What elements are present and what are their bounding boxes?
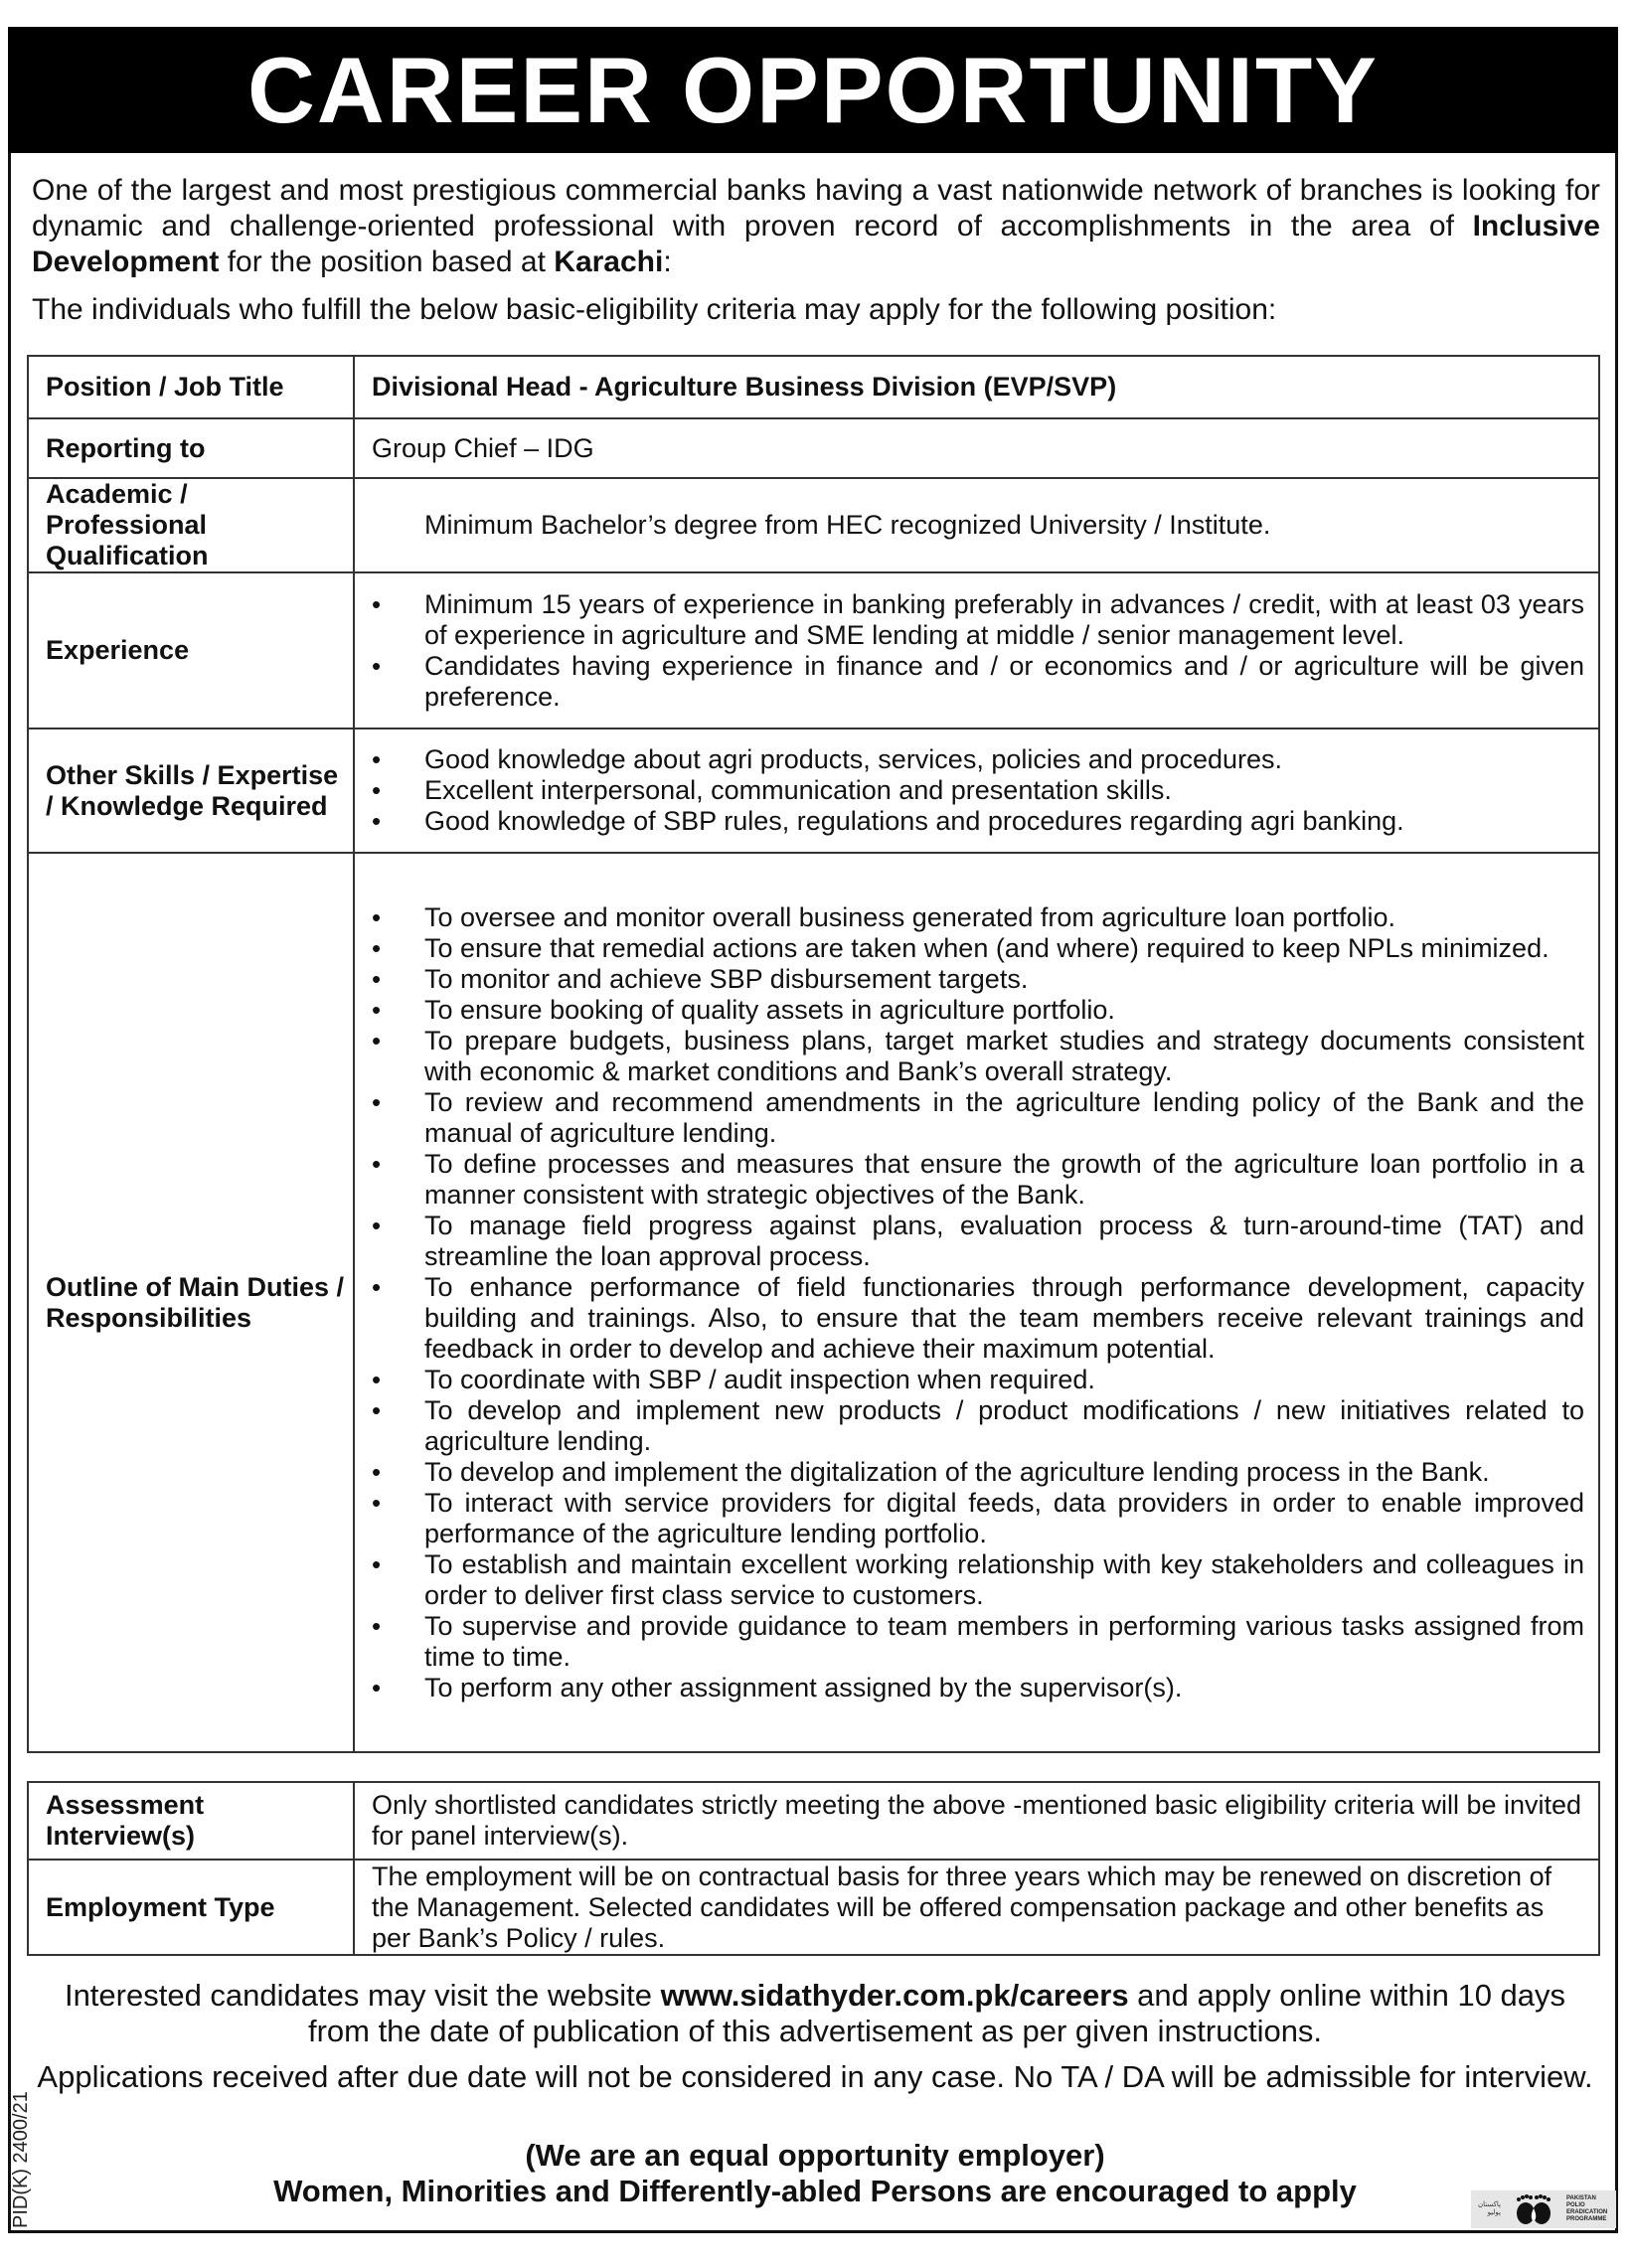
list-item: • To perform any other assignment assigned by the supervisor(s).	[372, 1673, 1584, 1703]
page-title: CAREER OPPORTUNITY	[247, 37, 1379, 142]
header-banner	[8, 27, 1618, 153]
duties-list	[372, 902, 1584, 1703]
equal-opportunity-statement	[30, 2138, 1600, 2209]
academic-value	[354, 478, 1599, 572]
list-item: • Good knowledge about agri products, services, policies and procedures.	[372, 744, 1584, 775]
intro-location-highlight: Karachi	[554, 245, 664, 278]
list-item: • To oversee and monitor overall business generated from agriculture loan portfolio.	[372, 902, 1584, 933]
list-item: • To review and recommend amendments in the agriculture lending policy of the Bank and the manual of agriculture lending.	[372, 1087, 1584, 1149]
list-item: • To ensure that remedial actions are taken when (and where) required to keep NPLs minimized.	[372, 933, 1584, 964]
table-row-experience	[28, 572, 1599, 729]
list-item: • To coordinate with SBP / audit inspection when required.	[372, 1365, 1584, 1395]
skills-value	[354, 729, 1599, 853]
encouragement-text: Women, Minorities and Differently-abled Persons are encouraged to apply	[273, 2174, 1357, 2208]
list-item: • To monitor and achieve SBP disbursement targets.	[372, 964, 1584, 995]
employment-value: The employment will be on contractual basis for three years which may be renewed on discretion of the Management. Selected candidates will be offered compensation package and other benefits as per Bank’s Policy / rules.	[354, 1860, 1599, 1955]
intro-text-mid: for the position based at	[219, 245, 555, 278]
list-item: • To enhance performance of field functionaries through performance development, capacity building and trainings. Also, to ensure that the team members receive relevant trainings and feedback in order to develop and achieve their maximum potential.	[372, 1272, 1584, 1365]
footprints-icon	[1506, 2192, 1561, 2226]
list-item: • Excellent interpersonal, communication and presentation skills.	[372, 775, 1584, 806]
table-row-assessment	[28, 1782, 1599, 1860]
list-item: • To interact with service providers for digital feeds, data providers in order to enable improved performance of the agriculture lending portfolio.	[372, 1488, 1584, 1549]
list-item: • To ensure booking of quality assets in agriculture portfolio.	[372, 995, 1584, 1026]
intro-paragraph	[32, 173, 1600, 280]
reporting-value: Group Chief – IDG	[354, 418, 1599, 478]
job-details-table	[27, 355, 1600, 1753]
list-item: • To develop and implement the digitalization of the agriculture lending process in the Bank.	[372, 1457, 1584, 1488]
list-item: • Minimum 15 years of experience in banking preferably in advances / credit, with at least 03 years of experience in agriculture and SME lending at middle / senior management level.	[372, 589, 1584, 651]
intro-text-end: :	[663, 245, 672, 278]
list-item: • Good knowledge of SBP rules, regulations and procedures regarding agri banking.	[372, 806, 1584, 837]
duties-value	[354, 853, 1599, 1752]
row-label: Other Skills / Expertise / Knowledge Required	[28, 729, 354, 853]
position-value: Divisional Head - Agriculture Business Division (EVP/SVP)	[354, 356, 1599, 418]
intro-area-highlight: Inclusive Development	[32, 210, 1600, 278]
list-item: • To define processes and measures that ensure the growth of the agriculture loan portfolio in a manner consistent with strategic objectives of the Bank.	[372, 1149, 1584, 1211]
skills-list	[372, 744, 1584, 837]
table-row-employment	[28, 1860, 1599, 1955]
apply-instructions	[30, 1978, 1600, 2049]
table-row-skills	[28, 729, 1599, 853]
list-item: • To establish and maintain excellent working relationship with key stakeholders and colleagues in order to deliver first class service to customers.	[372, 1549, 1584, 1611]
experience-value	[354, 572, 1599, 729]
logo-english-text: PAKISTAN POLIO ERADICATION PROGRAMME	[1566, 2195, 1608, 2222]
academic-text: Minimum Bachelor’s degree from HEC recognized University / Institute.	[424, 510, 1271, 540]
row-label: Experience	[28, 572, 354, 729]
table-row-duties	[28, 853, 1599, 1752]
row-label: Employment Type	[28, 1860, 354, 1955]
row-label: Academic / Professional Qualification	[28, 478, 354, 572]
row-label: Assessment Interview(s)	[28, 1782, 354, 1860]
apply-text-end: and apply online within 10 days from the date of publication of this advertisement as per given instructions.	[307, 1978, 1566, 2048]
eligibility-statement: The individuals who fulfill the below basic-eligibility criteria may apply for the following position:	[32, 293, 1277, 326]
table-row-academic	[28, 478, 1599, 572]
employment-terms-table	[27, 1781, 1600, 1956]
list-item: • To develop and implement new products / product modifications / new initiatives related to agriculture lending.	[372, 1395, 1584, 1457]
list-item: • To prepare budgets, business plans, target market studies and strategy documents consistent with economic & market conditions and Bank’s overall strategy.	[372, 1026, 1584, 1087]
table-row-position	[28, 356, 1599, 418]
list-item: • To supervise and provide guidance to team members in performing various tasks assigned from time to time.	[372, 1611, 1584, 1673]
assessment-value: Only shortlisted candidates strictly meeting the above -mentioned basic eligibility criteria will be invited for panel interview(s).	[354, 1782, 1599, 1860]
list-item: • To manage field progress against plans, evaluation process & turn-around-time (TAT) and streamline the loan approval process.	[372, 1211, 1584, 1272]
apply-text: Interested candidates may visit the website	[64, 1978, 661, 2013]
row-label: Position / Job Title	[28, 356, 354, 418]
experience-list	[372, 589, 1584, 713]
equal-opportunity-text: (We are an equal opportunity employer)	[525, 2138, 1105, 2173]
row-label: Outline of Main Duties / Responsibilities	[28, 853, 354, 1752]
intro-text: One of the largest and most prestigious commercial banks having a vast nationwide network of branches is looking for dynamic and challenge-oriented professional with proven record of accomplishments in the area of	[32, 174, 1600, 243]
list-item: • Candidates having experience in finance and / or economics and / or agriculture will be given preference.	[372, 651, 1584, 713]
late-application-notice: Applications received after due date will not be considered in any case. No TA / DA will be admissible for interview.	[37, 2059, 1593, 2094]
logo-urdu-text: پاکستان پولیو	[1477, 2201, 1501, 2216]
pid-reference: PID(K) 2400/21	[10, 2091, 32, 2228]
intro-section	[32, 173, 1600, 328]
careers-website-link[interactable]: www.sidathyder.com.pk/careers	[660, 1978, 1129, 2013]
table-row-reporting	[28, 418, 1599, 478]
polio-eradication-logo	[1471, 2190, 1616, 2228]
row-label: Reporting to	[28, 418, 354, 478]
